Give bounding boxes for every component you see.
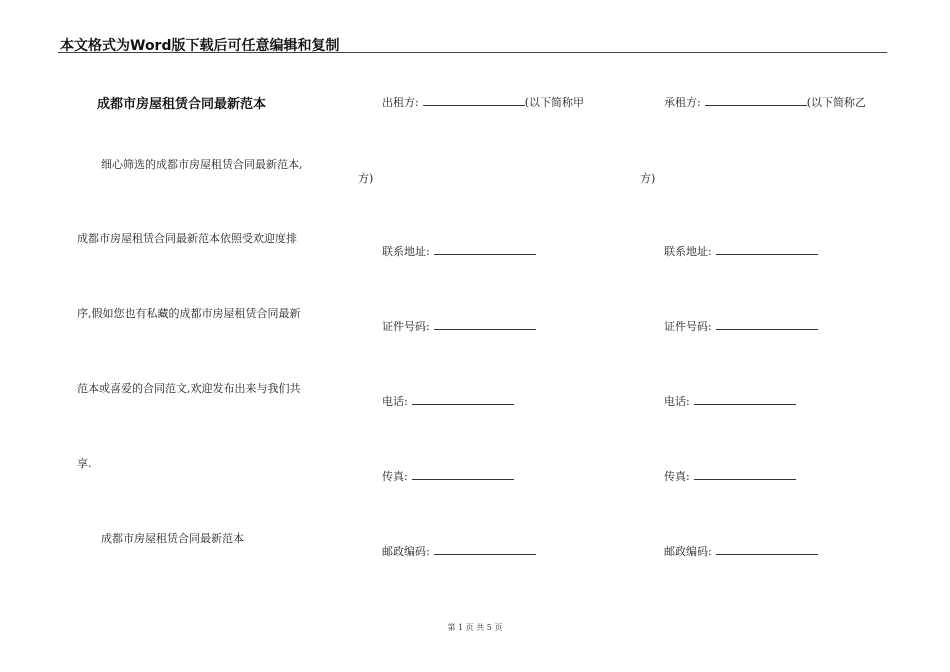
lessee-phone-blank[interactable] xyxy=(694,394,796,405)
lessor-address-blank[interactable] xyxy=(434,244,536,255)
lessor-fax-field xyxy=(382,468,514,484)
lessor-id-label: 证件号码: xyxy=(382,320,430,333)
lessee-note: (以下简称乙 xyxy=(806,96,867,109)
lessor-address-field xyxy=(382,243,536,259)
lessee-id-label: 证件号码: xyxy=(664,320,712,333)
lessee-note-cont: 方) xyxy=(640,172,656,185)
lessee-phone-field xyxy=(664,393,796,409)
intro-line-1: 细心筛选的成都市房屋租赁合同最新范本, xyxy=(101,158,303,171)
intro-line-4: 范本或喜爱的合同范文,欢迎发布出来与我们共 xyxy=(77,382,301,395)
lessee-fax-field xyxy=(664,468,796,484)
lessor-label: 出租方: xyxy=(382,96,419,109)
lessee-id-field xyxy=(664,318,818,334)
lessee-address-blank[interactable] xyxy=(716,244,818,255)
lessor-id-blank[interactable] xyxy=(434,319,536,330)
lessee-postcode-label: 邮政编码: xyxy=(664,545,712,558)
lessee-id-blank[interactable] xyxy=(716,319,818,330)
sub-heading: 成都市房屋租赁合同最新范本 xyxy=(101,532,244,545)
lessee-blank[interactable] xyxy=(705,95,807,106)
lessee-address-label: 联系地址: xyxy=(664,245,712,258)
lessor-phone-blank[interactable] xyxy=(412,394,514,405)
header-rule xyxy=(58,52,887,53)
intro-line-2: 成都市房屋租赁合同最新范本依照受欢迎度排 xyxy=(77,232,297,245)
download-banner: 本文格式为Word版下载后可任意编辑和复制 xyxy=(60,38,340,54)
lessor-fax-blank[interactable] xyxy=(412,469,514,480)
lessee-field xyxy=(664,94,866,110)
lessee-address-field xyxy=(664,243,818,259)
lessee-fax-blank[interactable] xyxy=(694,469,796,480)
lessee-label: 承租方: xyxy=(664,96,701,109)
lessor-postcode-label: 邮政编码: xyxy=(382,545,430,558)
page-number: 第 1 页 共 5 页 xyxy=(447,623,503,632)
lessor-note-cont: 方) xyxy=(358,172,374,185)
lessor-blank[interactable] xyxy=(423,95,525,106)
lessee-phone-label: 电话: xyxy=(664,395,690,408)
lessor-phone-label: 电话: xyxy=(382,395,408,408)
lessee-fax-label: 传真: xyxy=(664,470,690,483)
lessor-field xyxy=(382,94,584,110)
intro-line-3: 序,假如您也有私藏的成都市房屋租赁合同最新 xyxy=(77,307,301,320)
document-title: 成都市房屋租赁合同最新范本 xyxy=(97,97,267,112)
lessor-id-field xyxy=(382,318,536,334)
lessor-postcode-blank[interactable] xyxy=(434,544,536,555)
lessor-phone-field xyxy=(382,393,514,409)
lessee-postcode-field xyxy=(664,543,818,559)
lessor-fax-label: 传真: xyxy=(382,470,408,483)
lessee-postcode-blank[interactable] xyxy=(716,544,818,555)
lessor-address-label: 联系地址: xyxy=(382,245,430,258)
intro-line-5: 享. xyxy=(77,457,92,470)
lessor-note: (以下简称甲 xyxy=(524,96,585,109)
lessor-postcode-field xyxy=(382,543,536,559)
